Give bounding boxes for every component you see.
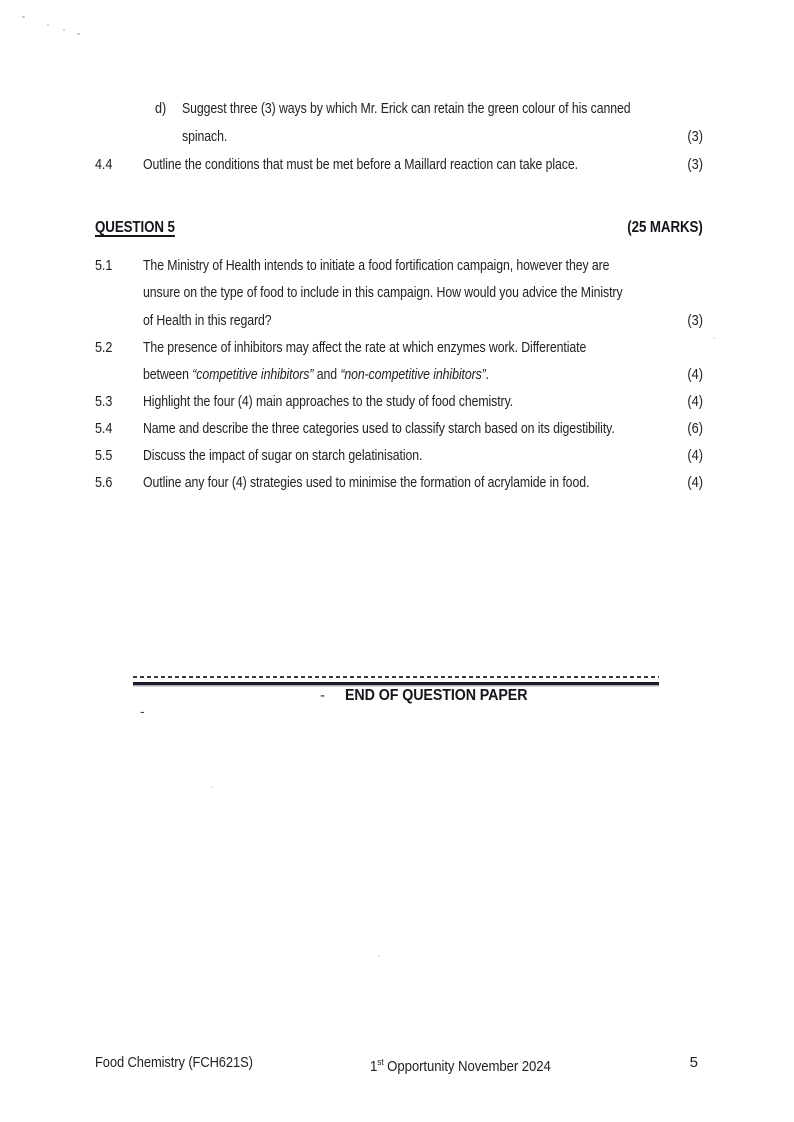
text-fragment: .	[485, 366, 490, 384]
question-text-line: unsure on the type of food to include in this campaign. How would you advice the Ministry	[143, 284, 623, 302]
question-text	[143, 442, 703, 469]
question-5-2-row	[95, 334, 703, 389]
question-text	[143, 415, 703, 442]
question-text-line	[143, 361, 602, 388]
question-text	[143, 334, 703, 389]
question-number: 5.5	[95, 447, 113, 464]
question-text-line: The presence of inhibitors may affect the rate at which enzymes work. Differentiate	[143, 338, 587, 356]
footer-session-number: 1	[370, 1058, 378, 1075]
stray-dash-mark: -	[140, 703, 145, 719]
question-5-header	[95, 219, 703, 241]
scan-speck	[211, 786, 213, 788]
solid-divider-line	[133, 682, 659, 685]
scan-speck	[22, 16, 25, 18]
question-4d-body	[155, 95, 703, 150]
question-text	[143, 252, 703, 334]
question-text	[143, 388, 703, 415]
question-text-line: Name and describe the three categories used to classify starch based on its digestibility.	[143, 420, 615, 437]
question-text-line: Suggest three (3) ways by which Mr. Erick can retain the green colour of his canned	[182, 100, 631, 117]
scan-speck	[47, 24, 49, 26]
question-text-line: spinach.	[182, 127, 228, 145]
marks-allocation: (4)	[687, 447, 703, 464]
question-5-1-row	[95, 252, 703, 334]
question-text	[143, 469, 703, 496]
question-5-4-row	[95, 415, 703, 442]
footer-exam-session	[370, 1049, 551, 1076]
marks-allocation: (3)	[687, 127, 703, 145]
question-5-6-row	[95, 469, 703, 496]
end-of-question-paper-label: END OF QUESTION PAPER	[345, 687, 528, 704]
question-number: 5.2	[95, 338, 113, 356]
question-text	[143, 151, 703, 178]
question-4d-label: d)	[155, 100, 167, 117]
text-fragment: and	[313, 366, 341, 384]
footer-course-code: Food Chemistry (FCH621S)	[95, 1054, 253, 1071]
question-4-4-row	[95, 151, 703, 178]
scan-speck	[713, 337, 715, 339]
question-text-line: Outline any four (4) strategies used to minimise the formation of acrylamide in food.	[143, 474, 590, 491]
scan-speck	[77, 33, 80, 35]
marks-allocation: (4)	[687, 366, 703, 384]
question-number: 5.3	[95, 393, 113, 410]
end-section-dash: -	[320, 687, 325, 704]
question-number: 4.4	[95, 156, 113, 173]
question-5-title: QUESTION 5	[95, 219, 175, 236]
scan-speck	[63, 29, 65, 31]
marks-allocation: (3)	[687, 311, 703, 329]
question-number: 5.1	[95, 257, 113, 274]
marks-allocation: (4)	[687, 393, 703, 410]
question-number: 5.6	[95, 474, 113, 491]
question-text-line: of Health in this regard?	[143, 311, 272, 329]
question-4d-row	[95, 95, 703, 150]
text-fragment: between	[143, 366, 193, 384]
footer-ordinal-suffix: st	[377, 1057, 384, 1068]
question-text-line: Highlight the four (4) main approaches to the study of food chemistry.	[143, 393, 514, 410]
question-4d-text	[182, 95, 729, 150]
italic-term-competitive-inhibitors: “competitive inhibitors”	[192, 366, 314, 384]
question-5-total-marks: (25 MARKS)	[627, 219, 703, 236]
dashed-divider-line	[133, 676, 659, 678]
question-text-line: Outline the conditions that must be met before a Maillard reaction can take place.	[143, 156, 578, 173]
marks-allocation: (6)	[687, 420, 703, 437]
footer-page-number: 5	[689, 1054, 698, 1071]
question-5-5-row	[95, 442, 703, 469]
italic-term-non-competitive-inhibitors: “non-competitive inhibitors”	[340, 366, 486, 384]
scan-speck	[378, 955, 380, 957]
question-number: 5.4	[95, 420, 113, 437]
footer-session-rest: Opportunity November 2024	[383, 1058, 551, 1075]
marks-allocation: (4)	[687, 474, 703, 491]
marks-allocation: (3)	[687, 156, 703, 173]
question-5-3-row	[95, 388, 703, 415]
question-text-line: The Ministry of Health intends to initiate a food fortification campaign, however they are	[143, 257, 610, 274]
question-text-line: Discuss the impact of sugar on starch gelatinisation.	[143, 447, 423, 464]
